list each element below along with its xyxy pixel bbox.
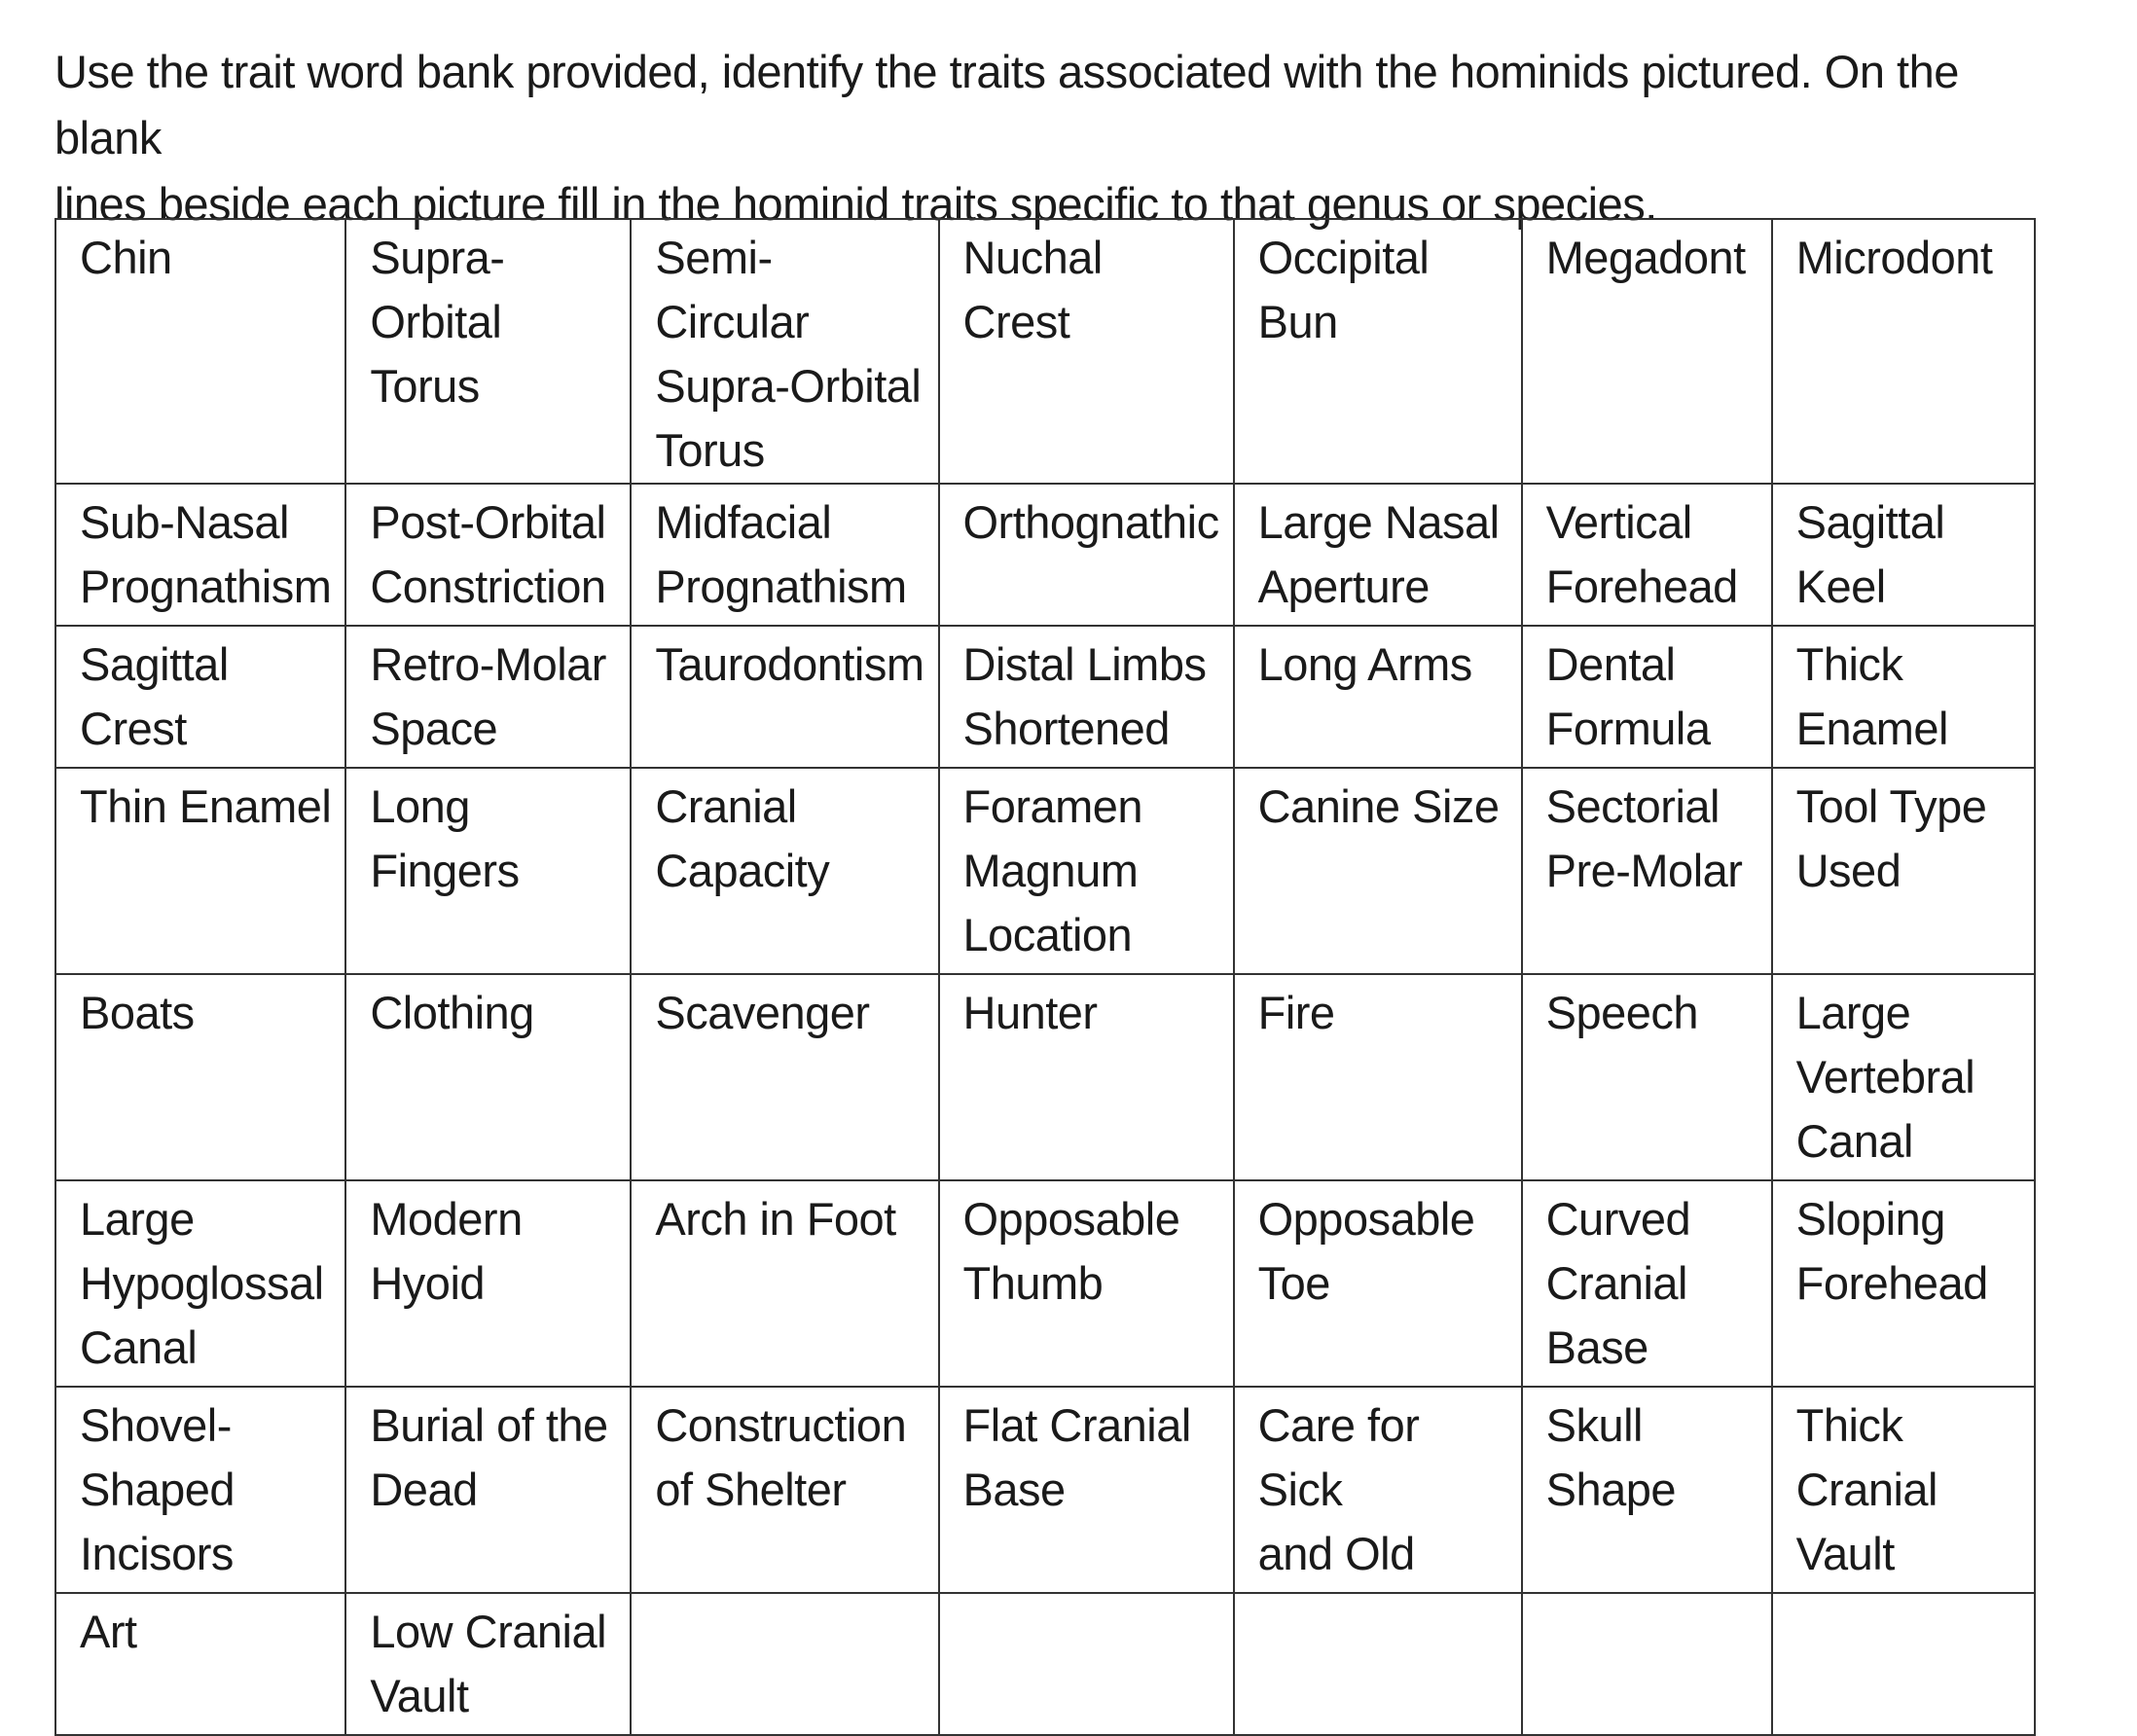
trait-cell: Orthognathic xyxy=(939,484,1234,626)
word-bank-row xyxy=(55,1180,2035,1387)
trait-cell: Large Hypoglossal Canal xyxy=(55,1180,345,1387)
trait-cell: Sectorial Pre-Molar xyxy=(1522,768,1772,974)
trait-cell: Vertical Forehead xyxy=(1522,484,1772,626)
trait-cell-empty xyxy=(631,1593,938,1735)
word-bank-row xyxy=(55,219,2035,484)
trait-word-bank-table xyxy=(54,218,2036,1736)
trait-cell: Dental Formula xyxy=(1522,626,1772,768)
instructions-line-2: lines beside each picture fill in the hominid traits specific to that genus or species. xyxy=(54,178,1657,230)
trait-cell: Midfacial Prognathism xyxy=(631,484,938,626)
trait-cell: Fire xyxy=(1234,974,1522,1180)
trait-cell: Distal Limbs Shortened xyxy=(939,626,1234,768)
instructions-line-1: Use the trait word bank provided, identify the traits associated with the hominids pictured. On the blank xyxy=(54,46,1959,163)
trait-cell: Retro-Molar Space xyxy=(345,626,631,768)
trait-cell: Sagittal Keel xyxy=(1772,484,2035,626)
word-bank-row xyxy=(55,768,2035,974)
trait-cell: Low Cranial Vault xyxy=(345,1593,631,1735)
trait-cell: Foramen Magnum Location xyxy=(939,768,1234,974)
trait-cell: Megadont xyxy=(1522,219,1772,484)
word-bank-row xyxy=(55,484,2035,626)
trait-cell: Long Arms xyxy=(1234,626,1522,768)
trait-cell: Sagittal Crest xyxy=(55,626,345,768)
trait-cell: Opposable Thumb xyxy=(939,1180,1234,1387)
trait-cell: Tool Type Used xyxy=(1772,768,2035,974)
trait-cell: Cranial Capacity xyxy=(631,768,938,974)
trait-cell: Sloping Forehead xyxy=(1772,1180,2035,1387)
trait-cell: Occipital Bun xyxy=(1234,219,1522,484)
trait-cell: Long Fingers xyxy=(345,768,631,974)
trait-cell: Canine Size xyxy=(1234,768,1522,974)
trait-cell: Clothing xyxy=(345,974,631,1180)
trait-cell: Scavenger xyxy=(631,974,938,1180)
trait-cell: Semi-Circular Supra-Orbital Torus xyxy=(631,219,938,484)
trait-cell: Taurodontism xyxy=(631,626,938,768)
trait-cell: Post-Orbital Constriction xyxy=(345,484,631,626)
trait-cell: Construction of Shelter xyxy=(631,1387,938,1593)
trait-cell: Thin Enamel xyxy=(55,768,345,974)
trait-cell: Hunter xyxy=(939,974,1234,1180)
trait-cell: Modern Hyoid xyxy=(345,1180,631,1387)
trait-cell: Thick Cranial Vault xyxy=(1772,1387,2035,1593)
instructions-text xyxy=(54,39,2001,237)
trait-cell: Curved Cranial Base xyxy=(1522,1180,1772,1387)
trait-cell: Flat Cranial Base xyxy=(939,1387,1234,1593)
trait-cell: Speech xyxy=(1522,974,1772,1180)
trait-cell: Sub-Nasal Prognathism xyxy=(55,484,345,626)
trait-cell: Nuchal Crest xyxy=(939,219,1234,484)
trait-cell: Microdont xyxy=(1772,219,2035,484)
word-bank-row xyxy=(55,974,2035,1180)
word-bank-row xyxy=(55,626,2035,768)
word-bank-row xyxy=(55,1593,2035,1735)
trait-cell: Supra- Orbital Torus xyxy=(345,219,631,484)
trait-cell: Skull Shape xyxy=(1522,1387,1772,1593)
trait-cell: Thick Enamel xyxy=(1772,626,2035,768)
trait-cell: Burial of the Dead xyxy=(345,1387,631,1593)
trait-cell: Shovel- Shaped Incisors xyxy=(55,1387,345,1593)
trait-cell-empty xyxy=(1522,1593,1772,1735)
trait-cell: Large Vertebral Canal xyxy=(1772,974,2035,1180)
trait-cell-empty xyxy=(939,1593,1234,1735)
trait-cell: Care for Sick and Old xyxy=(1234,1387,1522,1593)
trait-cell-empty xyxy=(1772,1593,2035,1735)
trait-cell: Large Nasal Aperture xyxy=(1234,484,1522,626)
trait-cell: Boats xyxy=(55,974,345,1180)
trait-cell-empty xyxy=(1234,1593,1522,1735)
word-bank-row xyxy=(55,1387,2035,1593)
trait-cell: Opposable Toe xyxy=(1234,1180,1522,1387)
trait-cell: Art xyxy=(55,1593,345,1735)
trait-cell: Chin xyxy=(55,219,345,484)
trait-cell: Arch in Foot xyxy=(631,1180,938,1387)
